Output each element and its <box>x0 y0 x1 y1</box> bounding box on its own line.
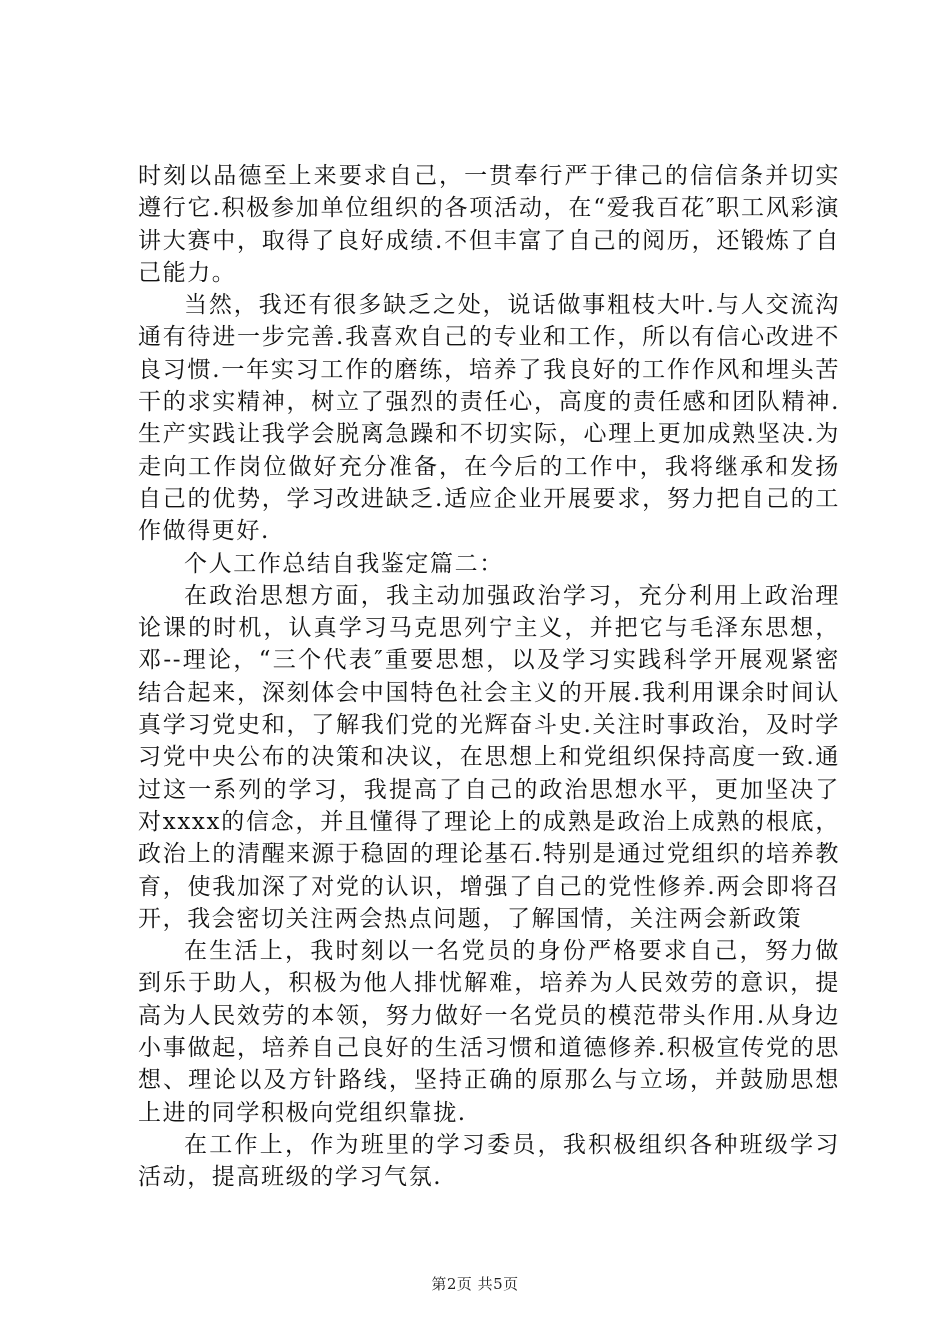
document-body <box>138 160 840 1194</box>
paragraph: 当然，我还有很多缺乏之处，说话做事粗枝大叶.与人交流沟通有待进一步完善.我喜欢自己的专业和工作，所以有信心改进不良习惯.一年实习工作的磨练，培养了我良好的工作作风和埋头苦干的求实精神，树立了强烈的责任心，高度的责任感和团队精神.生产实践让我学会脱离急躁和不切实际，心理上更加成熟坚决.为走向工作岗位做好充分准备，在今后的工作中，我将继承和发扬自己的优势，学习改进缺乏.适应企业开展要求，努力把自己的工作做得更好. <box>138 292 840 545</box>
paragraph: 时刻以品德至上来要求自己，一贯奉行严于律己的信信条并切实遵行它.积极参加单位组织的各项活动，在“爱我百花″职工风彩演讲大赛中，取得了良好成绩.不但丰富了自己的阅历，还锻炼了自己能力。 <box>138 163 840 286</box>
paragraph: 在生活上，我时刻以一名党员的身份严格要求自己，努力做到乐于助人，积极为他人排忧解难，培养为人民效劳的意识，提高为人民效劳的本领，努力做好一名党员的模范带头作用.从身边小事做起，培养自己良好的生活习惯和道德修养.积极宣传党的思想、理论以及方针路线，坚持正确的原那么与立场，并鼓励思想上进的同学积极向党组织靠拢. <box>138 938 840 1126</box>
section-heading: 个人工作总结自我鉴定篇二： <box>184 550 504 577</box>
paragraph: 在工作上，作为班里的学习委员，我积极组织各种班级学习活动，提高班级的学习气氛. <box>138 1131 840 1191</box>
page-footer: 第2页 共5页 <box>431 1275 519 1293</box>
paragraph: 在政治思想方面，我主动加强政治学习，充分利用上政治理论课的时机，认真学习马克思列宁主义，并把它与毛泽东思想，邓--理论，“三个代表″重要思想，以及学习实践科学开展观紧密结合起来，深刻体会中国特色社会主义的开展.我利用课余时间认真学习党史和，了解我们党的光辉奋斗史.关注时事政治，及时学习党中央公布的决策和决议，在思想上和党组织保持高度一致.通过这一系列的学习，我提高了自己的政治思想水平，更加坚决了对xxxx的信念，并且懂得了理论上的成熟是政治上成熟的根底，政治上的清醒来源于稳固的理论基石.特别是通过党组织的培养教育，使我加深了对党的认识，增强了自己的党性修养.两会即将召开，我会密切关注两会热点问题，了解国情，关注两会新政策 <box>138 582 840 932</box>
